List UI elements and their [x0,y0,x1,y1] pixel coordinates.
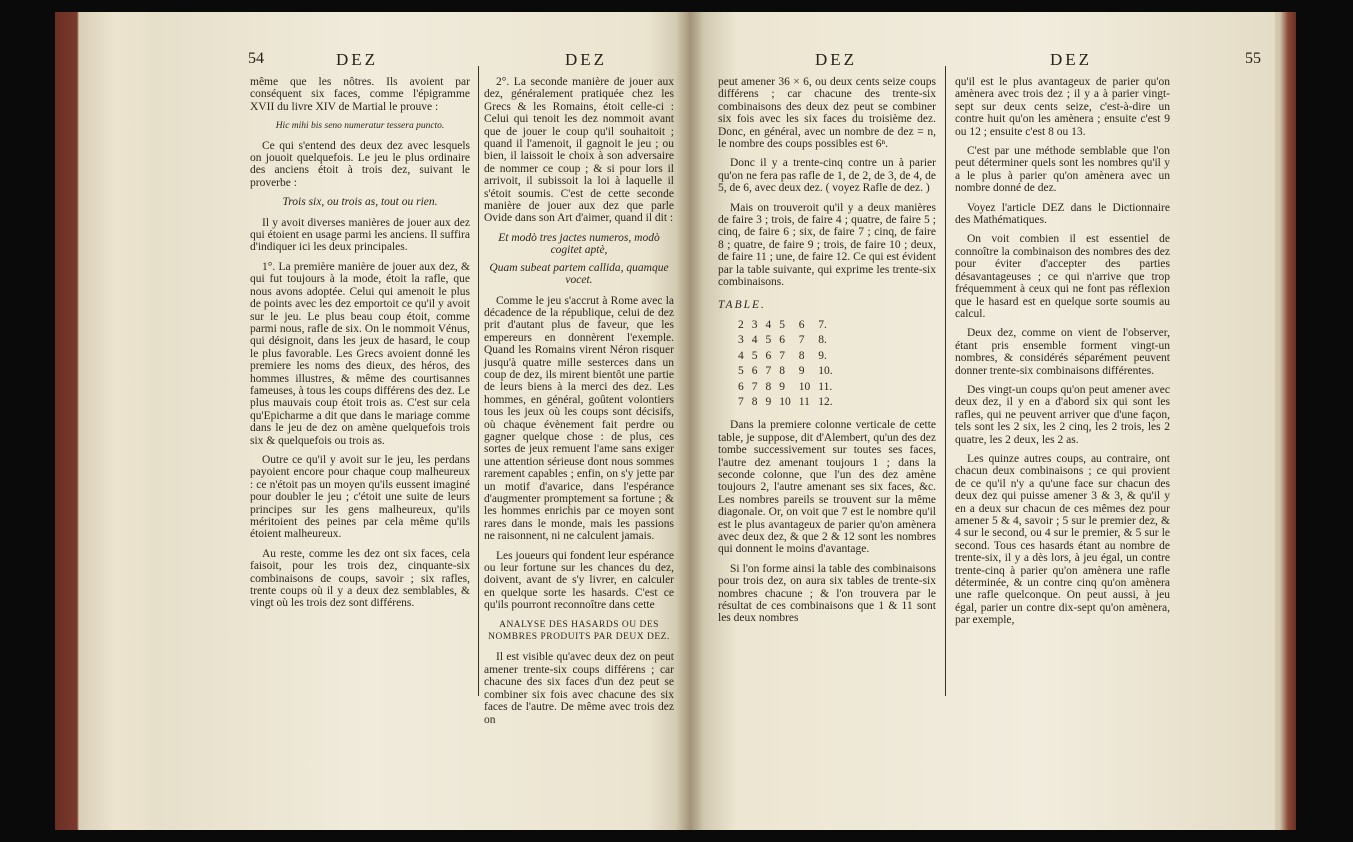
paragraph: Dans la premiere colonne verticale de cette table, je suppose, dit d'Alembert, qu'un des dez tombe successivement sur toutes ses faces, l'autre dez amenant toujours 1 ; dans la seconde colonne, que l'un des dez amène toujours 2, l'autre amenant ses six faces, &c. Les nombres pareils se trouvent sur la même diagonale. Or, on voit que 7 est le nombre qu'il est le plus avantageux de parier qu'on amènera avec deux dez, & que 2 & 12 sont les nombres qui donnent le moins d'avantage. [718,419,936,556]
paragraph: C'est par une méthode semblable que l'on peut déterminer quels sont les nombres qu'il y a le plus à parier qu'on amènera avec un nombre donné de dez. [955,145,1170,195]
table-cell: 12. [818,395,833,408]
table-cell: 9 [798,365,805,378]
table-cell: 11. [818,380,833,393]
left-column-2 [484,76,674,733]
table-cell: 6 [765,349,772,362]
latin-verse: Quam subeat partem callida, quamque vocet. [489,261,669,287]
table-row [738,350,841,365]
table-cell: 7 [779,349,785,362]
paragraph: 1°. La première manière de jouer aux dez, & qui fut toujours à la mode, étoit la rafle, que nous avons adoptée. Celui qui amenoit le plus de points avec les dez emportoit ce qu'il y avoit sur le jeu. Le plus beau coup étoit, comme parmi nous, rafle de six. On le nommoit Vénus, qui désignoit, dans les jeux de hasard, le coup le plus favorable. Les Grecs avoient donné les premiere les noms des dieux, des héros, des hommes illustres, & même des courtisannes fameuses, à tous les coups différens des dez. Le plus mauvais coup étoit trois as. C'est sur cela qu'Epicharme a dit que dans le mariage comme dans le jeu de dez on amène quelquefois trois six & quelquefois ou trois as. [250,260,470,447]
table-cell: 9 [765,395,772,408]
table-cell: 2 [738,318,744,331]
table-cell: 4 [751,334,758,347]
table-cell: 7 [751,380,758,393]
right-column-1 [718,76,936,632]
table-cell: 7. [818,318,827,331]
paragraph: Les joueurs qui fondent leur espérance ou leur fortune sur les chances du dez, doivent, avant de s'y livrer, en calculer en quelque sorte les hasards. C'est ce qu'ils pourront reconnoître dans cette [484,549,674,612]
table-cell: 5 [738,365,744,378]
table-row [738,319,841,334]
table-cell: 8 [765,380,772,393]
table-cell: 8 [751,395,758,408]
right-header-right: DEZ [1050,50,1093,69]
paragraph: Des vingt-un coups qu'on peut amener avec deux dez, il y en a d'abord six qui sont les rafles, qui ne peuvent arriver que d'une façon, tels sont les 2 six, les 2 cinq, les 2 trois, les 2 quatre, les 2 deux, les 2 as. [955,383,1170,446]
book-gutter [676,12,704,830]
paragraph: On voit combien il est essentiel de connoître la combinaison des nombres des dez pour éviter d'accepter des parties désavantageuses ; ce qui n'arrive que trop fréquemment à ceux qui ne font pas réflexion que le hasard est en quelque sorte soumis au calcul. [955,233,1170,320]
table-cell: 3 [738,334,744,347]
table-cell: 6 [738,380,744,393]
table-cell: 4 [765,318,772,331]
table-row [738,365,841,380]
paragraph: Comme le jeu s'accrut à Rome avec la décadence de la république, celui de dez prit d'autant plus de faveur, que les empereurs en donnèrent l'exemple. Quand les Romains virent Néron risquer jusqu'à quatre mille sesterces dans un coup de dez, ils mirent bientôt une partie de leurs biens à la merci des dez. Les hommes, en général, goûtent volontiers tous les jeux où les coups sont décisifs, où chaque évènement fait perdre ou gagner quelque chose : de plus, ces sortes de jeux remuent l'ame sans exiger une attention sérieuse dont nous sommes rarement capables ; enfin, on s'y jette par un motif d'avarice, dans l'espérance d'augmenter promptement sa fortune ; & les hommes enrichis par ce moyen sont rares dans le monde, mais les passions ne raisonnent, ni ne calculent jamais. [484,294,674,543]
table-cell: 4 [738,349,744,362]
left-header-left: DEZ [336,50,379,69]
table-cell: 5 [779,318,785,331]
table-cell: 5 [751,349,758,362]
paragraph: même que les nôtres. Ils avoient par conséquent six faces, comme l'épigramme XVII du livre XIV de Martial le prouve : [250,76,470,113]
latin-verse: Et modò tres jactes numeros, modò cogitet aptè, [498,231,660,257]
right-column-rule [945,66,946,696]
table-cell: 9. [818,349,827,362]
table-cell: 6 [779,334,785,347]
paragraph: Il y avoit diverses manières de jouer aux dez qui étoient en usage parmi les anciens. Il suffira d'indiquer ici les deux principales. [250,216,470,254]
table-row [738,334,841,349]
table-row [738,381,841,396]
right-header-left: DEZ [815,50,858,69]
left-column-1 [250,76,470,617]
left-header-right: DEZ [565,50,608,69]
table-label: TABLE. [718,298,766,311]
table-cell: 10 [779,395,791,408]
left-page-number: 54 [248,50,264,67]
table-cell: 8 [798,349,805,362]
paragraph: Voyez l'article DEZ dans le Dictionnaire des Mathématiques. [955,201,1170,227]
paragraph: Au reste, comme les dez ont six faces, cela faisoit, pour les trois dez, cinquante-six combinaisons de coups, savoir ; six rafles, trente coups où il y a deux dez semblables, & vingt où les trois dez sont différens. [250,547,470,610]
paragraph: Outre ce qu'il y avoit sur le jeu, les perdans payoient encore pour chaque coup malheureux : ce n'étoit pas un moyen qu'ils eussent imaginé pour doubler le jeu ; c'étoit une suite de leurs principes sur les gens malheureux, qu'ils méritoient des peines par cela même qu'ils étoient malheureux. [250,453,470,541]
paragraph: Ce qui s'entend des deux dez avec lesquels on jouoit quelquefois. Le jeu le plus ordinaire des anciens étoit à trois dez, suivant le proverbe : [250,139,470,189]
table-cell: 6 [751,365,758,378]
paragraph: Mais on trouveroit qu'il y a deux manières de faire 3 ; trois, de faire 4 ; quatre, de faire 5 ; cinq, de faire 6 ; six, de faire 7 ; cinq, de faire 8 ; quatre, de faire 9 ; trois, de faire 10 ; deux, de faire 11 ; une, de faire 12. Ce qui est évident par la table suivante, qui exprime les trente-six combinaisons. [718,201,936,289]
table-cell: 3 [751,318,758,331]
paragraph: Donc il y a trente-cinq contre un à parier qu'on ne fera pas rafle de 1, de 2, de 3, de 4, de 5, de 6, avec deux dez. ( voyez Rafle de dez. ) [718,157,936,195]
table-cell: 10. [818,365,833,378]
proverb: Trois six, ou trois as, tout ou rien. [282,196,438,209]
paragraph: Les quinze autres coups, au contraire, ont chacun deux combinaisons ; ce qui provient de ce qu'il n'y a qu'une face sur chacun des deux dez qui puisse amener 3 & 3, & qu'il y en a deux sur chacun de ces mêmes dez pour amener 5 & 4, savoir ; 5 sur le premier dez, & 4 sur le second, ou 4 sur le premier, & 5 sur le second. Tous ces hasards étant au nombre de trente-six, il y a dès lors, à jeu égal, un contre trente-cinq à parier qu'on amènera une rafle déterminée, & un contre cinq qu'on amènera une rafle quelconque. On peut aussi, à jeu égal, parier un contre dix-sept qu'on amènera, par exemple, [955,452,1170,627]
paragraph: peut amener 36 × 6, ou deux cents seize coups différens ; car chacune des trente-six combinaisons des deux dez peut se combiner six fois avec les six faces du troisième dez. Donc, en général, avec un nombre de dez = n, le nombre des coups possibles est 6ⁿ. [718,76,936,151]
table-cell: 9 [779,380,785,393]
left-book-edge [55,12,165,830]
paragraph: qu'il est le plus avantageux de parier qu'on amènera avec trois dez ; il y a à parier vingt-sept sur deux cents seize, c'est-à-dire un contre huit qu'on les amènera ; ensuite c'est 9 ou 12 ; ensuite c'est 8 ou 13. [955,76,1170,138]
combinations-table [738,319,841,411]
table-cell: 8 [779,365,785,378]
table-cell: 7 [798,334,805,347]
table-cell: 7 [738,395,744,408]
left-column-rule [478,66,479,696]
paragraph: 2°. La seconde manière de jouer aux dez, généralement pratiquée chez les Grecs & les Romains, étoit celle-ci : Celui qui tenoit les dez nommoit avant que de jouer le coup qu'il souhaitoit ; quand il l'amenoit, il gagnoit le jeu ; ou bien, il laissoit le choix à son adversaire de nommer ce coup ; & si pour lors il arrivoit, il subissoit la loi à laquelle il s'étoit soumis. C'est de cette seconde manière de jouer aux dez que parle Ovide dans son Art d'aimer, quand il dit : [484,76,674,225]
paragraph: Deux dez, comme on vient de l'observer, étant pris ensemble forment vingt-un nombres, & considérés séparément peuvent donner trente-six combinaisons différentes. [955,327,1170,377]
paragraph: Si l'on forme ainsi la table des combinaisons pour trois dez, on aura six tables de trente-six nombres chacune ; & l'on trouvera par le résultat de ces combinaisons que 1 & 11 sont les deux nombres [718,562,936,625]
table-cell: 10 [798,380,811,393]
table-cell: 5 [765,334,772,347]
right-page-number: 55 [1245,50,1261,67]
table-cell: 8. [818,334,827,347]
table-row [738,396,841,411]
table-cell: 6 [798,318,805,331]
table-cell: 7 [765,365,772,378]
table-cell: 11 [798,395,810,408]
right-column-2 [955,76,1170,634]
section-heading: ANALYSE DES HASARDS OU DES NOMBRES PRODUITS PAR DEUX DEZ. [488,619,670,643]
paragraph: Il est visible qu'avec deux dez on peut amener trente-six coups différens ; car chacune des six faces d'un dez peut se combiner six fois avec chacune des six faces de l'autre. De même avec trois dez on [484,651,674,726]
latin-quote: Hic mihi bis seno numeratur tessera puncto. [275,121,445,132]
